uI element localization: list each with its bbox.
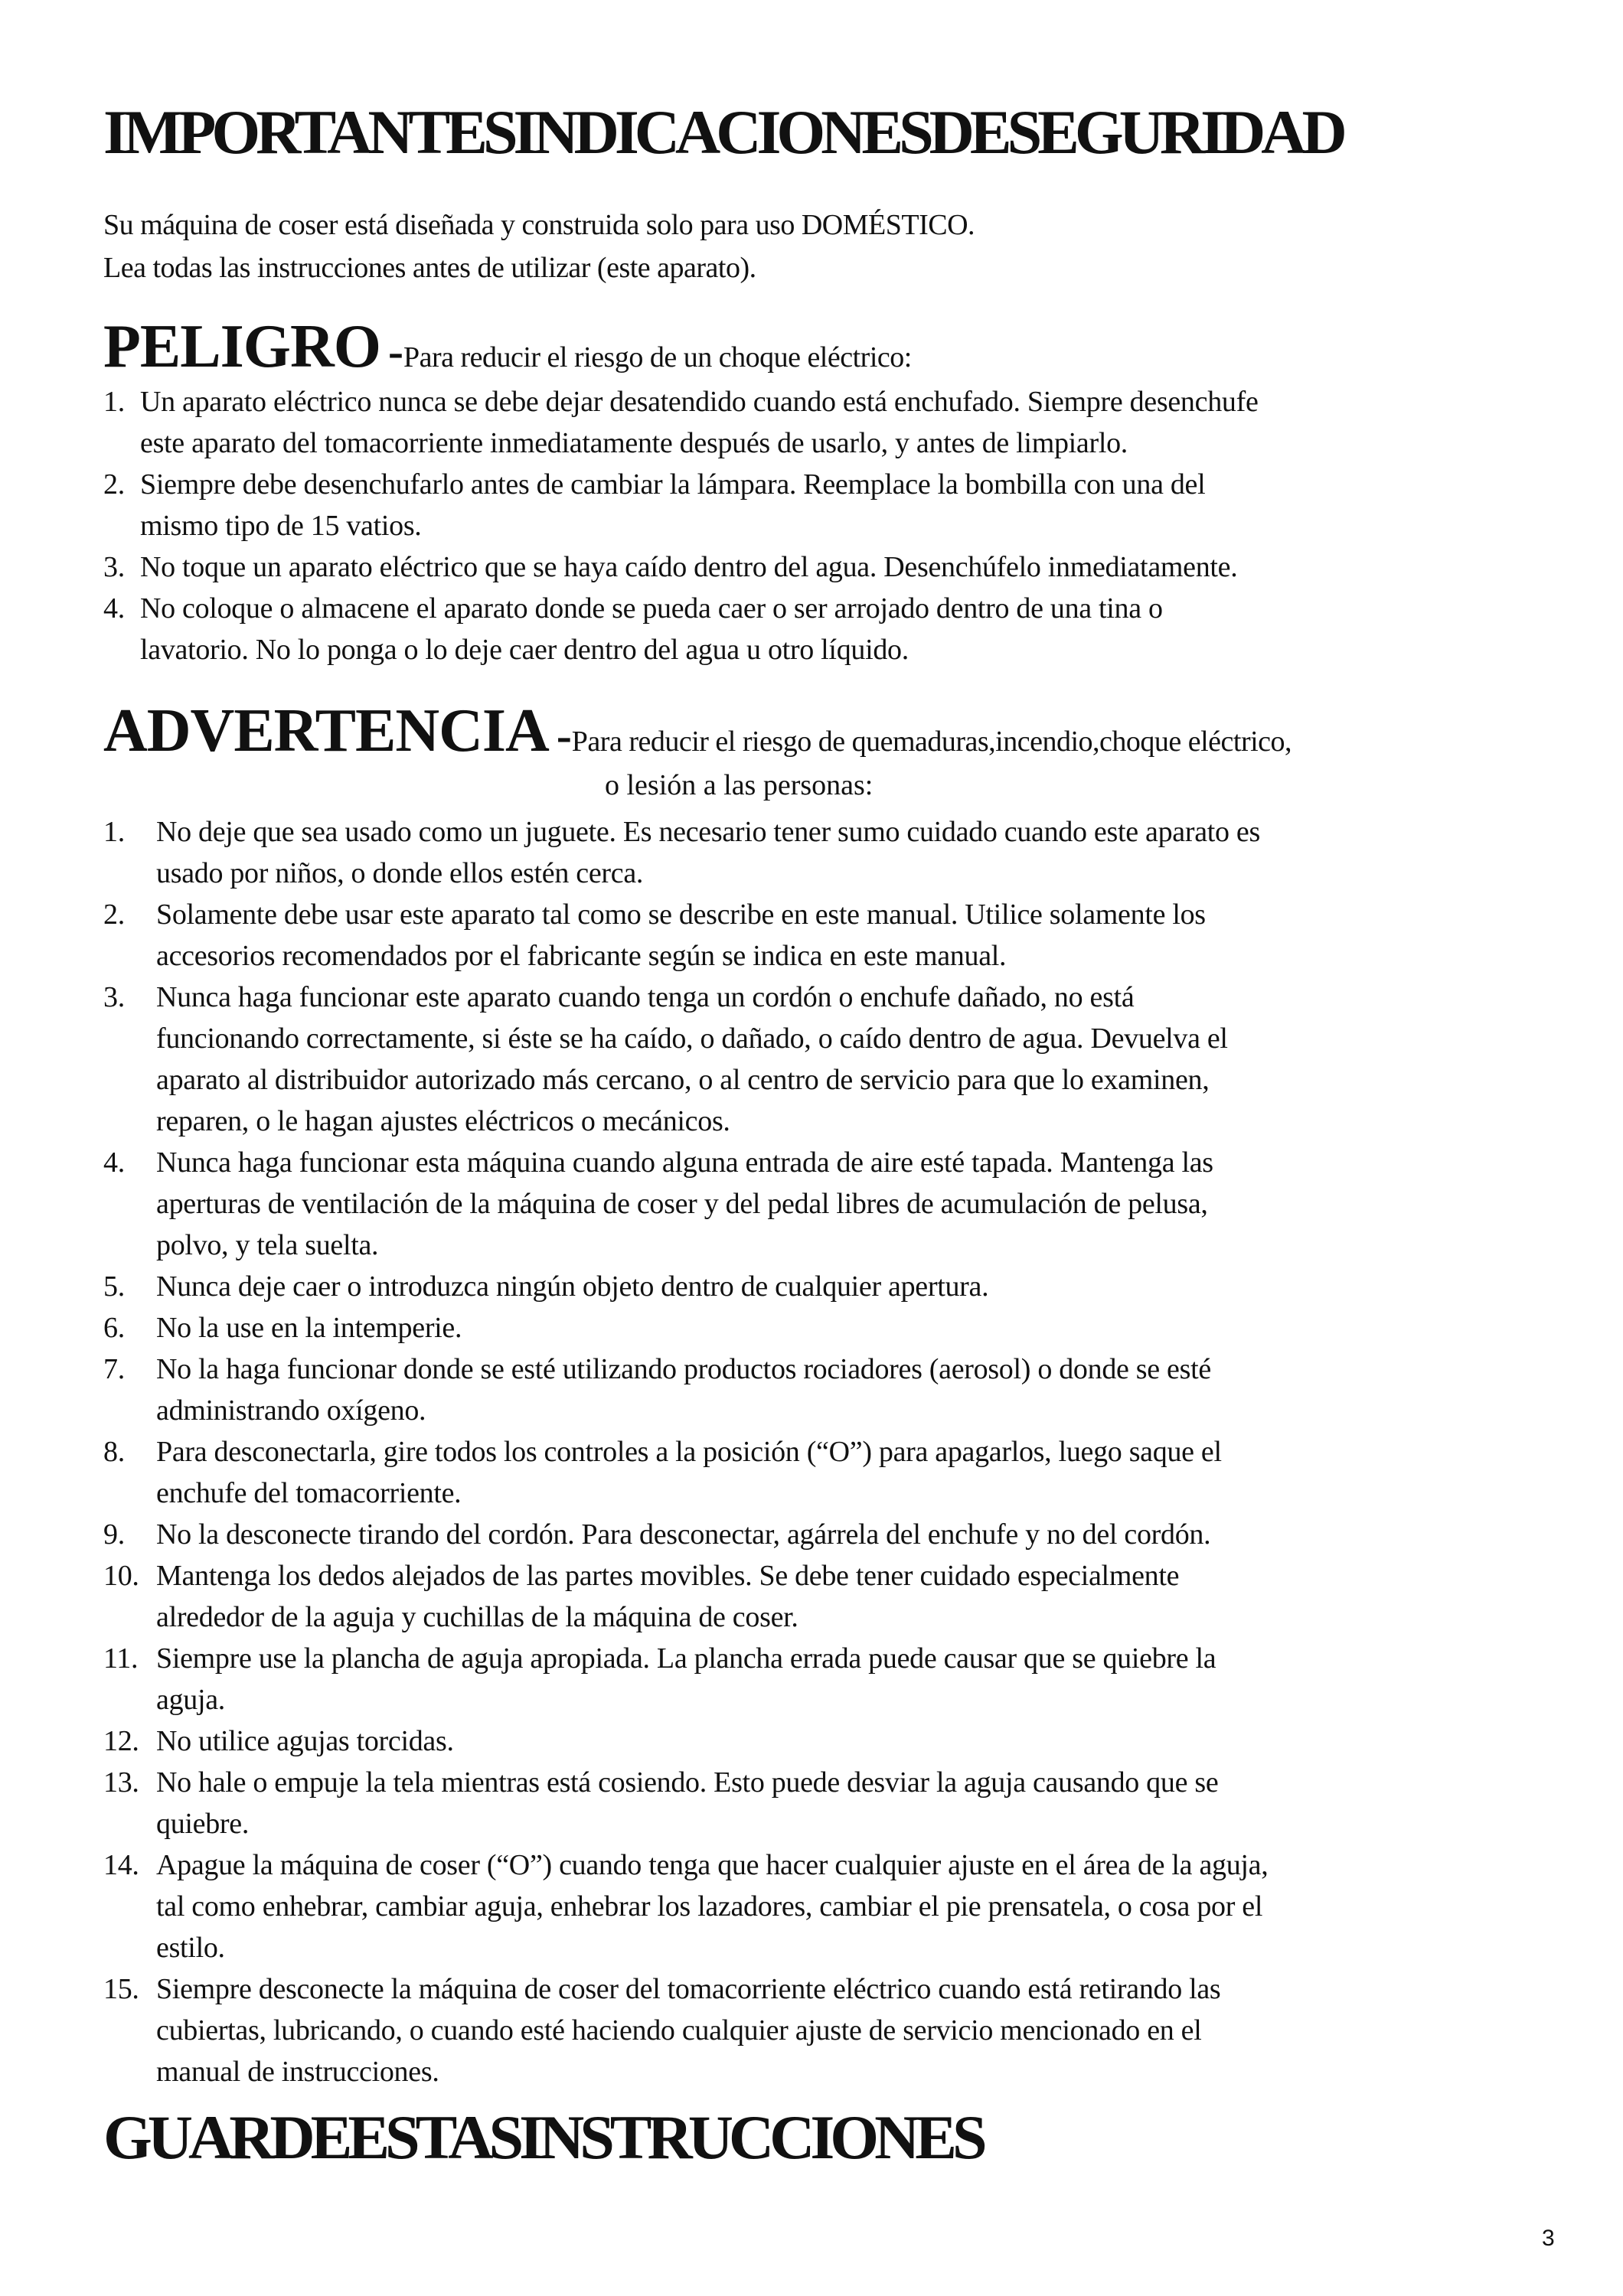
item-line: No deje que sea usado como un juguete. Es necesario tener sumo cuidado cuando este aparato es (156, 816, 1260, 848)
list-item (103, 1307, 1504, 1349)
list-item (103, 977, 1504, 1142)
item-number: 1. (103, 386, 125, 418)
advertencia-list (103, 811, 1504, 2092)
item-line: quiebre. (156, 1808, 250, 1840)
item-number: 9. (103, 1518, 125, 1551)
item-line: mismo tipo de 15 vatios. (140, 510, 422, 542)
list-item (103, 1844, 1504, 1968)
item-text (103, 1555, 1504, 1638)
item-line: Un aparato eléctrico nunca se debe dejar desatendido cuando está enchufado. Siempre desenchufe (140, 386, 1259, 418)
item-line: No hale o empuje la tela mientras está cosiendo. Esto puede desviar la aguja causando que se (156, 1766, 1219, 1799)
item-number: 3. (103, 981, 125, 1013)
item-text (103, 464, 1504, 546)
item-text (103, 588, 1504, 670)
peligro-dash: - (387, 326, 403, 377)
item-line: Apague la máquina de coser (“O”) cuando tenga que hacer cualquier ajuste en el área de la aguja, (156, 1849, 1269, 1881)
item-text (103, 894, 1504, 977)
item-number: 2. (103, 468, 125, 501)
advertencia-heading (103, 697, 1292, 765)
item-line: Para desconectarla, gire todos los controles a la posición (“O”) para apagarlos, luego saque el (156, 1436, 1222, 1468)
list-item (103, 381, 1504, 464)
item-number: 5. (103, 1270, 125, 1303)
item-line: Siempre use la plancha de aguja apropiada. La plancha errada puede causar que se quiebre la (156, 1642, 1216, 1675)
intro-line: Lea todas las instrucciones antes de utilizar (este aparato). (103, 252, 756, 284)
item-text (103, 811, 1504, 894)
item-line: cubiertas, lubricando, o cuando esté haciendo cualquier ajuste de servicio mencionado en el (156, 2014, 1202, 2047)
item-line: Siempre desconecte la máquina de coser del tomacorriente eléctrico cuando está retirando las (156, 1973, 1221, 2005)
item-line: Solamente debe usar este aparato tal como se describe en este manual. Utilice solamente los (156, 899, 1206, 931)
item-line: reparen, o le hagan ajustes eléctricos o mecánicos. (156, 1105, 730, 1137)
item-text (103, 1762, 1504, 1844)
item-line: aguja. (156, 1684, 225, 1716)
item-line: manual de instrucciones. (156, 2056, 439, 2088)
item-line: administrando oxígeno. (156, 1394, 426, 1427)
list-item (103, 1349, 1504, 1431)
item-number: 10. (103, 1560, 139, 1592)
item-number: 8. (103, 1436, 125, 1468)
item-number: 11. (103, 1642, 139, 1675)
item-line: Nunca deje caer o introduzca ningún objeto dentro de cualquier apertura. (156, 1270, 989, 1303)
closing-title: GUARDEESTASINSTRUCCIONES (103, 2102, 983, 2172)
item-text (103, 1720, 1504, 1762)
item-line: Nunca haga funcionar esta máquina cuando alguna entrada de aire esté tapada. Mantenga las (156, 1146, 1213, 1179)
peligro-heading (103, 313, 912, 380)
item-line: polvo, y tela suelta. (156, 1229, 379, 1261)
item-text (103, 546, 1504, 588)
item-text (103, 1142, 1504, 1266)
item-line: usado por niños, o donde ellos estén cerca. (156, 857, 644, 889)
item-line: aperturas de ventilación de la máquina de coser y del pedal libres de acumulación de pelusa, (156, 1188, 1208, 1220)
item-number: 12. (103, 1725, 139, 1757)
advertencia-dash: - (556, 710, 572, 761)
item-number: 1. (103, 816, 125, 848)
advertencia-label: ADVERTENCIA (103, 697, 549, 765)
peligro-label: PELIGRO (103, 313, 380, 380)
list-item (103, 1762, 1504, 1844)
item-text (103, 1514, 1504, 1555)
item-line: accesorios recomendados por el fabricante según se indica en este manual. (156, 940, 1007, 972)
item-text (103, 1431, 1504, 1514)
item-text (103, 1349, 1504, 1431)
peligro-list (103, 381, 1504, 670)
list-item (103, 894, 1504, 977)
item-line: aparato al distribuidor autorizado más cercano, o al centro de servicio para que lo examinen, (156, 1064, 1210, 1096)
item-number: 3. (103, 551, 125, 583)
item-text (103, 977, 1504, 1142)
item-number: 4. (103, 1146, 125, 1179)
item-line: Mantenga los dedos alejados de las partes movibles. Se debe tener cuidado especialmente (156, 1560, 1180, 1592)
list-item (103, 546, 1504, 588)
item-line: No la use en la intemperie. (156, 1312, 462, 1344)
item-text (103, 1638, 1504, 1720)
list-item (103, 1720, 1504, 1762)
item-line: No coloque o almacene el aparato donde se pueda caer o ser arrojado dentro de una tina o (140, 592, 1163, 625)
intro-line: Su máquina de coser está diseñada y construida solo para uso DOMÉSTICO. (103, 209, 975, 241)
item-text (103, 1844, 1504, 1968)
item-number: 13. (103, 1766, 139, 1799)
page-title: IMPORTANTESINDICACIONESDESEGURIDAD (103, 97, 1343, 167)
item-text (103, 381, 1504, 464)
advertencia-subtitle-continued: o lesión a las personas: (605, 769, 874, 801)
item-line: estilo. (156, 1932, 225, 1964)
peligro-subtitle: Para reducir el riesgo de un choque eléctrico: (403, 341, 912, 373)
item-line: No la desconecte tirando del cordón. Para desconectar, agárrela del enchufe y no del cordón. (156, 1518, 1211, 1551)
item-line: Nunca haga funcionar este aparato cuando tenga un cordón o enchufe dañado, no está (156, 981, 1135, 1013)
item-line: lavatorio. No lo ponga o lo deje caer dentro del agua u otro líquido. (140, 634, 909, 666)
item-line: Siempre debe desenchufarlo antes de cambiar la lámpara. Reemplace la bombilla con una del (140, 468, 1206, 501)
list-item (103, 464, 1504, 546)
item-number: 7. (103, 1353, 125, 1385)
item-number: 14. (103, 1849, 139, 1881)
list-item (103, 1555, 1504, 1638)
page-number: 3 (1542, 2226, 1555, 2251)
advertencia-subtitle: Para reducir el riesgo de quemaduras,incendio,choque eléctrico, (571, 726, 1292, 758)
list-item (103, 1142, 1504, 1266)
list-item (103, 1968, 1504, 2092)
item-line: tal como enhebrar, cambiar aguja, enhebrar los lazadores, cambiar el pie prensatela, o cosa por el (156, 1890, 1263, 1923)
item-text (103, 1266, 1504, 1307)
item-number: 6. (103, 1312, 125, 1344)
list-item (103, 1514, 1504, 1555)
item-line: enchufe del tomacorriente. (156, 1477, 462, 1509)
item-number: 15. (103, 1973, 139, 2005)
list-item (103, 811, 1504, 894)
item-text (103, 1307, 1504, 1349)
item-text (103, 1968, 1504, 2092)
intro-text (103, 204, 975, 289)
list-item (103, 1266, 1504, 1307)
item-line: funcionando correctamente, si éste se ha caído, o dañado, o caído dentro de agua. Devuelva el (156, 1022, 1228, 1055)
list-item (103, 1431, 1504, 1514)
item-number: 4. (103, 592, 125, 625)
item-line: alrededor de la aguja y cuchillas de la máquina de coser. (156, 1601, 798, 1633)
item-line: No la haga funcionar donde se esté utilizando productos rociadores (aerosol) o donde se esté (156, 1353, 1211, 1385)
list-item (103, 588, 1504, 670)
list-item (103, 1638, 1504, 1720)
item-number: 2. (103, 899, 125, 931)
item-line: No toque un aparato eléctrico que se haya caído dentro del agua. Desenchúfelo inmediatamente. (140, 551, 1238, 583)
item-line: este aparato del tomacorriente inmediatamente después de usarlo, y antes de limpiarlo. (140, 427, 1128, 459)
item-line: No utilice agujas torcidas. (156, 1725, 454, 1757)
